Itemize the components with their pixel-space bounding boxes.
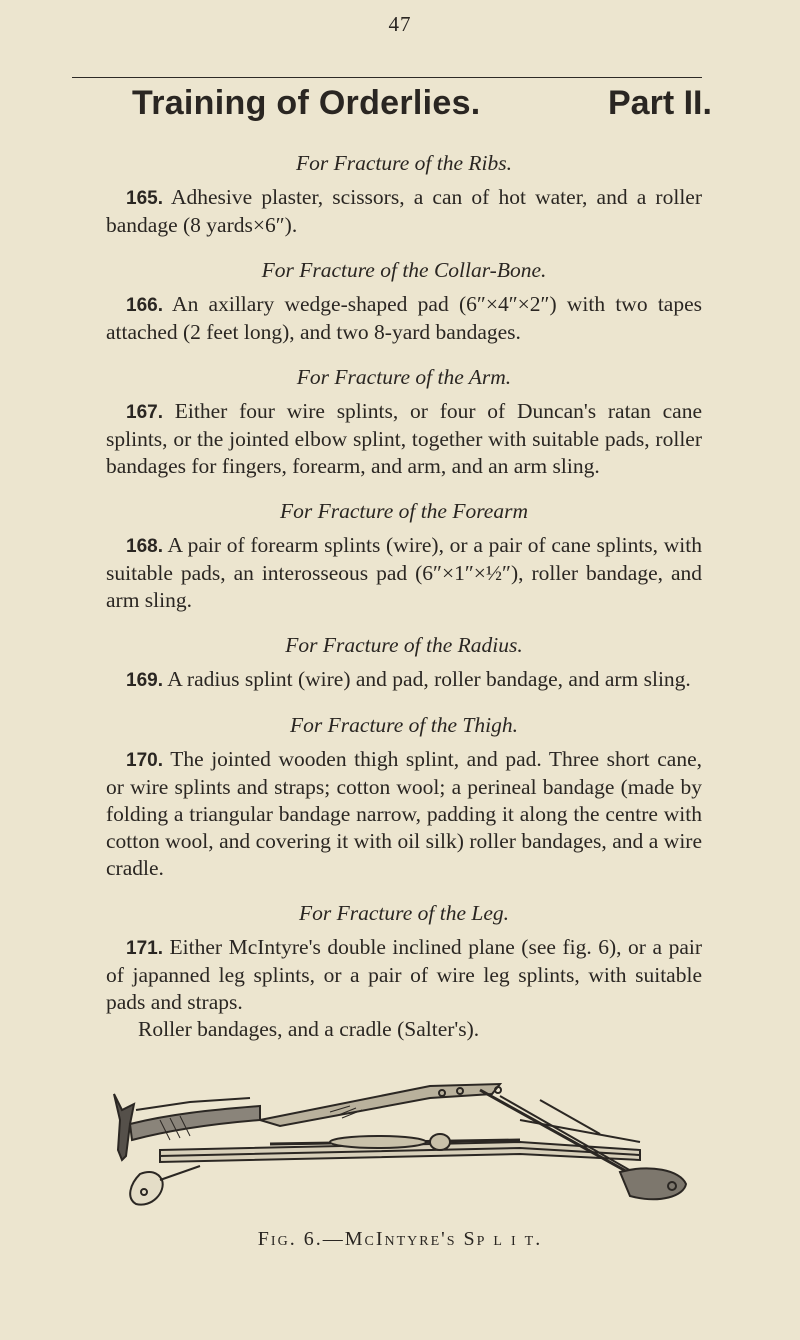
part-label: Part II. [608, 84, 712, 122]
paragraph-number: 171. [126, 938, 163, 959]
paragraph-text: Either McIntyre's double inclined plane (see fig. 6), or a pair of japanned leg splints, or a pair of wire leg splints, with suitable pads and straps. [106, 935, 703, 1014]
section-leg [106, 900, 702, 1043]
splint-illustration [100, 1080, 706, 1210]
section-heading: For Fracture of the Radius. [285, 633, 523, 657]
section-ribs [106, 150, 702, 239]
paragraph-text: Either four wire splints, or four of Duncan's ratan cane splints, or the jointed elbow splint, together with suitable pads, roller bandages for fingers, forearm, and arm, and an arm sling. [106, 399, 703, 478]
section-paragraph [106, 291, 702, 346]
section-collar-bone [106, 257, 702, 346]
section-paragraph [106, 746, 702, 882]
section-paragraph [106, 532, 702, 614]
header-rule [72, 77, 702, 78]
section-paragraph [106, 934, 702, 1016]
section-forearm [106, 498, 702, 614]
paragraph-text: Adhesive plaster, scissors, a can of hot water, and a roller bandage (8 yards×6″). [106, 185, 702, 237]
section-arm [106, 364, 702, 480]
section-thigh [106, 712, 702, 882]
paragraph-number: 170. [126, 750, 163, 771]
paragraph-number: 167. [126, 402, 163, 423]
section-extra-paragraph: Roller bandages, and a cradle (Salter's). [138, 1017, 480, 1041]
section-paragraph [106, 398, 702, 480]
page-content [106, 150, 702, 1061]
section-paragraph [106, 184, 702, 239]
section-heading: For Fracture of the Thigh. [290, 713, 518, 737]
page-number: 47 [388, 12, 412, 36]
section-heading: For Fracture of the Arm. [296, 365, 512, 389]
section-heading: For Fracture of the Collar-Bone. [261, 258, 547, 282]
paragraph-number: 169. [126, 670, 163, 691]
section-heading: For Fracture of the Leg. [299, 901, 509, 925]
paragraph-text: An axillary wedge-shaped pad (6″×4″×2″) with two tapes attached (2 feet long), and two 8-yard bandages. [106, 292, 702, 344]
paragraph-text: A pair of forearm splints (wire), or a pair of cane splints, with suitable pads, an interosseous pad (6″×1″×½″), roller bandage, and arm sling. [106, 533, 702, 612]
paragraph-number: 165. [126, 188, 163, 209]
figure-caption: Fig. 6.—McIntyre's Sp l i t. [257, 1228, 543, 1250]
paragraph-number: 166. [126, 295, 163, 316]
running-title: Training of Orderlies. [132, 84, 481, 122]
section-heading: For Fracture of the Forearm [279, 499, 528, 523]
section-paragraph [106, 666, 702, 694]
paragraph-number: 168. [126, 536, 163, 557]
paragraph-text: A radius splint (wire) and pad, roller bandage, and arm sling. [167, 667, 691, 691]
mcintyre-splint-drawing [100, 1080, 706, 1210]
paragraph-text: The jointed wooden thigh splint, and pad. Three short cane, or wire splints and straps; cotton wool; a perineal bandage (made by folding a triangular bandage narrow, padding it along the centre with cotton wool, and covering it with oil silk) roller bandages, and a wire cradle. [106, 747, 702, 880]
section-radius [106, 632, 702, 694]
section-heading: For Fracture of the Ribs. [296, 151, 512, 175]
